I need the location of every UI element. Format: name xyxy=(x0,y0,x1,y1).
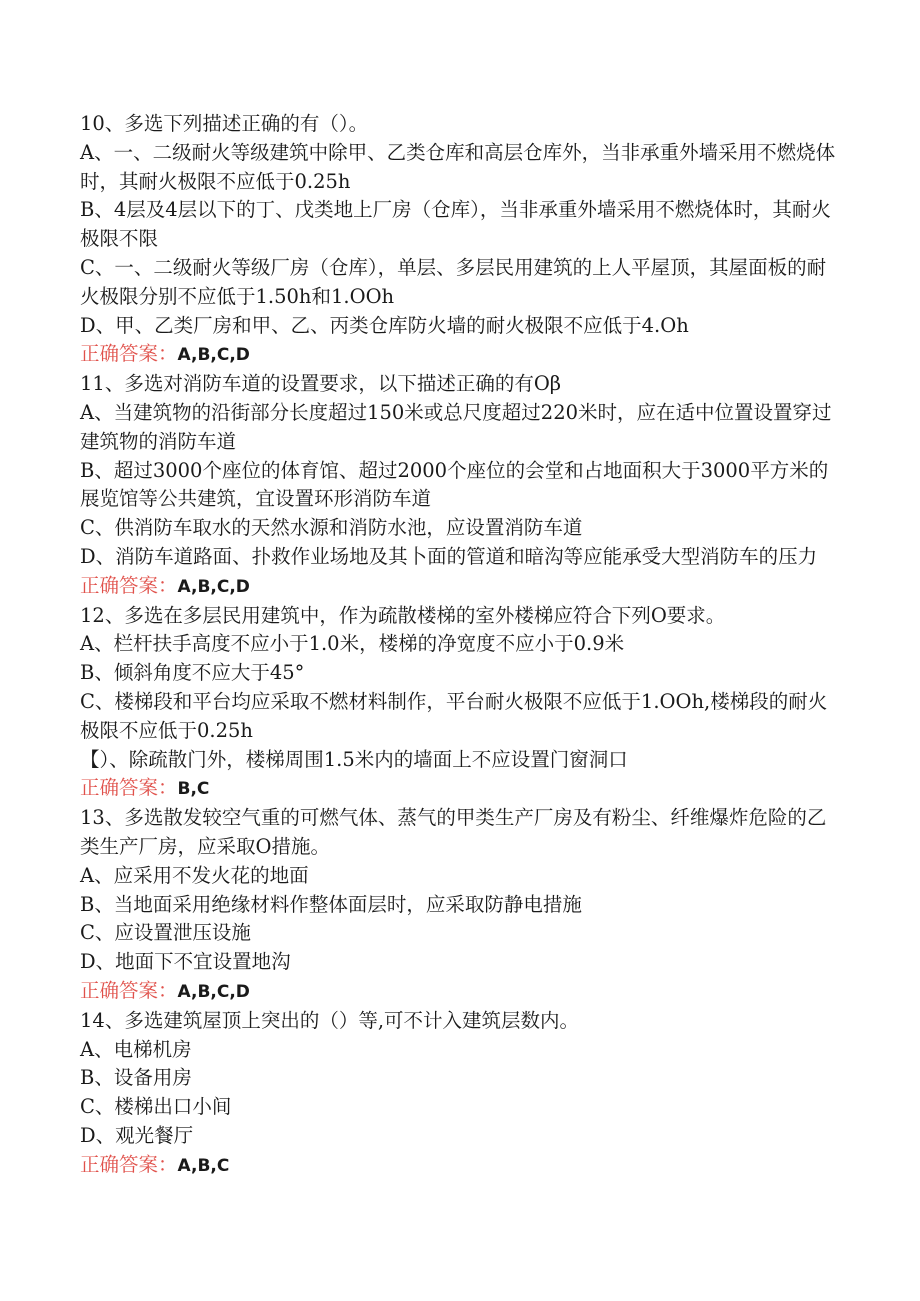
question-11 xyxy=(80,370,840,601)
answer-line xyxy=(80,774,840,804)
answer-line xyxy=(80,1151,840,1181)
option-c: C、一、二级耐火等级厂房（仓库），单层、多层民用建筑的上人平屋顶，其屋面板的耐火极限分别不应低于1.50h和1.OOh xyxy=(80,255,827,308)
answer-line xyxy=(80,340,840,370)
question-title: 14、多选建筑屋顶上突出的（）等,可不计入建筑层数内。 xyxy=(80,1008,580,1032)
question-14 xyxy=(80,1007,840,1181)
answer-value: A,B,C,D xyxy=(177,576,250,597)
option-d: D、甲、乙类厂房和甲、乙、丙类仓库防火墙的耐火极限不应低于4.Oh xyxy=(80,313,689,337)
answer-value: B,C xyxy=(177,779,210,800)
option-c: C、应设置泄压设施 xyxy=(80,921,251,945)
option-d: 【）、除疏散门外，楼梯周围1.5米内的墙面上不应设置门窗洞口 xyxy=(80,747,628,771)
option-b: B、设备用房 xyxy=(80,1066,192,1090)
option-c: C、楼梯出口小间 xyxy=(80,1095,232,1119)
question-12 xyxy=(80,602,840,805)
document-page xyxy=(80,110,840,1180)
option-a: A、应采用不发火花的地面 xyxy=(80,863,309,887)
answer-line xyxy=(80,572,840,602)
option-b: B、超过3000个座位的体育馆、超过2000个座位的会堂和占地面积大于3000平方米的展览馆等公共建筑，宜设置环形消防车道 xyxy=(80,458,829,511)
question-title: 13、多选散发较空气重的可燃气体、蒸气的甲类生产厂房及有粉尘、纤维爆炸危险的乙类生产厂房，应采取O措施。 xyxy=(80,806,827,858)
answer-value: A,B,C xyxy=(177,1155,230,1176)
option-c: C、供消防车取水的天然水源和消防水池，应设置消防车道 xyxy=(80,516,583,540)
answer-line xyxy=(80,977,840,1007)
option-b: B、倾斜角度不应大于45° xyxy=(80,661,305,685)
option-b: B、4层及4层以下的丁、戊类地上厂房（仓库），当非承重外墙采用不燃烧体时，其耐火极限不限 xyxy=(80,198,831,251)
option-d: D、观光餐厅 xyxy=(80,1123,194,1147)
answer-label: 正确答案： xyxy=(80,978,178,1002)
option-b: B、当地面采用绝缘材料作整体面层时，应采取防静电措施 xyxy=(80,892,582,916)
option-a: A、栏杆扶手高度不应小于1.0米，楼梯的净宽度不应小于0.9米 xyxy=(80,632,625,656)
answer-label: 正确答案： xyxy=(80,573,178,597)
option-a: A、一、二级耐火等级建筑中除甲、乙类仓库和高层仓库外，当非承重外墙采用不燃烧体时，其耐火极限不应低于0.25h xyxy=(80,140,836,193)
option-a: A、当建筑物的沿街部分长度超过150米或总尺度超过220米时，应在适中位置设置穿过建筑物的消防车道 xyxy=(80,400,832,453)
question-title: 10、多选下列描述正确的有（）。 xyxy=(80,112,369,135)
answer-label: 正确答案： xyxy=(80,1152,178,1176)
answer-value: A,B,C,D xyxy=(177,345,250,366)
question-10 xyxy=(80,110,840,370)
option-d: D、地面下不宜设置地沟 xyxy=(80,950,291,974)
option-c: C、楼梯段和平台均应采取不燃材料制作，平台耐火极限不应低于1.OOh,楼梯段的耐火极限不应低于0.25h xyxy=(80,689,828,742)
question-title: 12、多选在多层民用建筑中，作为疏散楼梯的室外楼梯应符合下列O要求。 xyxy=(80,603,726,627)
question-13 xyxy=(80,804,840,1007)
answer-label: 正确答案： xyxy=(80,776,178,800)
option-d: D、消防车道路面、扑救作业场地及其卜面的管道和暗沟等应能承受大型消防车的压力 xyxy=(80,544,818,568)
question-title: 11、多选对消防车道的设置要求，以下描述正确的有Oβ xyxy=(80,372,562,396)
option-a: A、电梯机房 xyxy=(80,1037,192,1061)
answer-value: A,B,C,D xyxy=(177,981,250,1002)
answer-label: 正确答案： xyxy=(80,342,178,366)
